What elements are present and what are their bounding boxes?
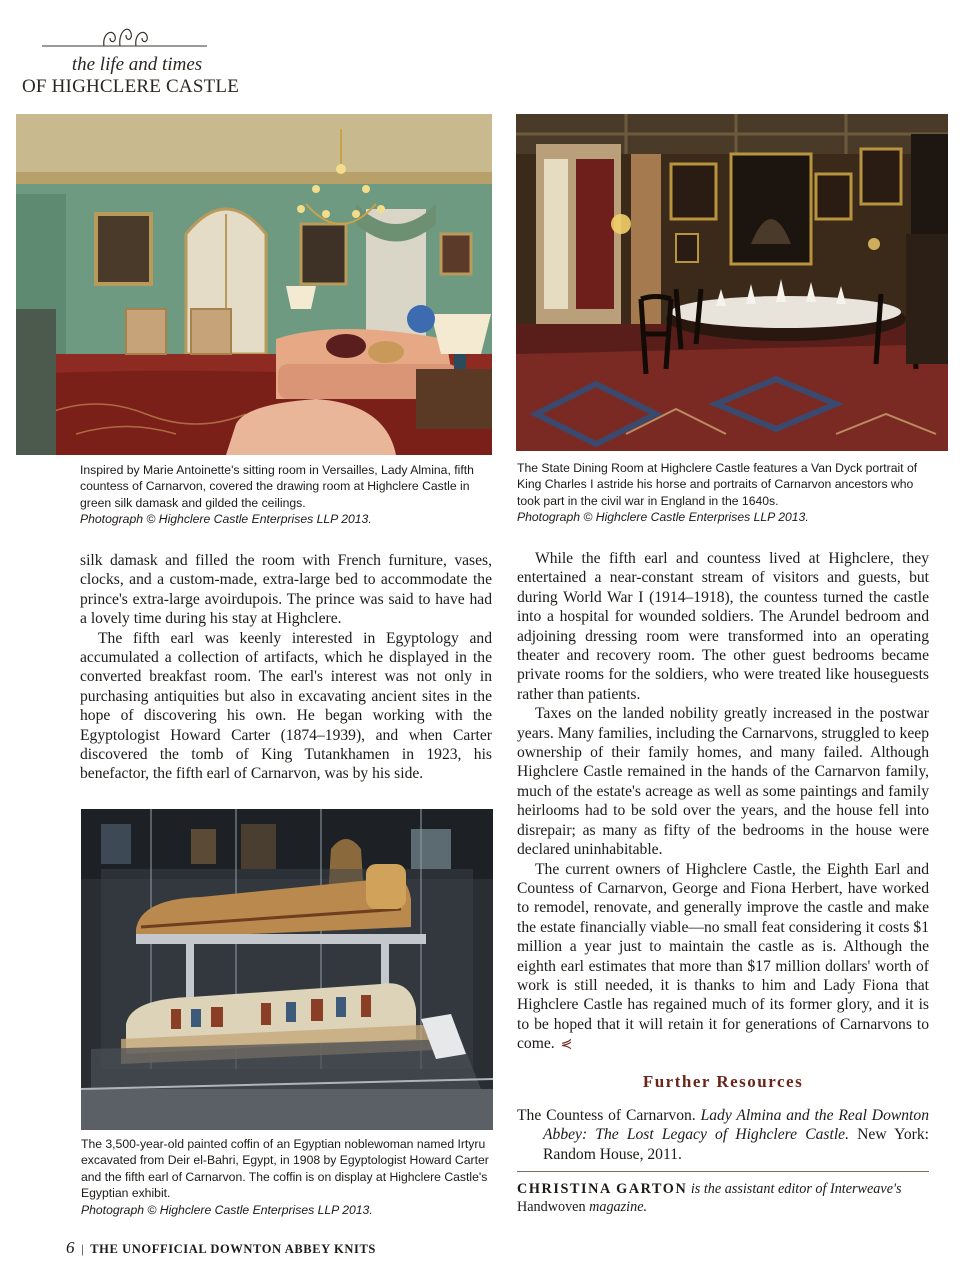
photo-credit: Photograph © Highclere Castle Enterprises LLP 2013. xyxy=(517,510,809,525)
dining-room-photo xyxy=(516,114,948,451)
left-body-column xyxy=(80,551,492,784)
body-paragraph xyxy=(517,860,929,1055)
body-paragraph: Taxes on the landed nobility greatly increased in the postwar years. Many families, including the Carnarvons, struggled to keep ownership of their family homes, and many failed. Although Highclere Castle remained in the hands of the Carnarvon family, much of the estate's acreage as well as some paintings and family heirlooms had to be sold over the years, and the house fell into disrepair; as many as fifty of the bedrooms in the house were declared uninhabitable. xyxy=(517,705,929,859)
page-number: 6 xyxy=(66,1238,76,1257)
author-name: CHRISTINA GARTON xyxy=(517,1181,688,1197)
photo-credit: Photograph © Highclere Castle Enterprises LLP 2013. xyxy=(81,1202,373,1217)
body-paragraph: While the fifth earl and countess lived at Highclere, they entertained a near-constant stream of visitors and guests, but during World War I (1914–1918), the countess turned the castle into a hospital for wounded soldiers. The Arundel bedroom and adjoining dressing room were transformed into an operating theater and recovery room. The other guest bedrooms became private rooms for the soldiers, who were treated like houseguests rather than patients. xyxy=(517,550,929,703)
series-title-line1: the life and times xyxy=(71,54,203,75)
caption-text: The 3,500-year-old painted coffin of an Egyptian noblewoman named Irtyru excavated from Deir el-Bahri, Egypt, in 1908 by Egyptologist Howard Carter and the fifth earl of Carnarvon. The coffin is on display at Highclere Castle's Egyptian exhibit. xyxy=(81,1137,489,1201)
author-bio xyxy=(517,1181,929,1216)
footer-book-title: THE UNOFFICIAL DOWNTON ABBEY KNITS xyxy=(90,1242,376,1256)
right-body-column xyxy=(517,549,929,1055)
drawing-room-caption xyxy=(80,462,492,528)
body-paragraph: The fifth earl was keenly interested in Egyptology and accumulated a collection of artifacts, which he displayed in the converted breakfast room. The earl's interest was not only in purchasing antiquities but also in excavating ancient sites in the hope of discovering his own. He began working with the Egyptologist Howard Carter (1874–1939), and when Carter discovered the tomb of King Tutankhamen in 1923, his benefactor, the fifth earl of Carnarvon, was by his side. xyxy=(80,629,492,783)
egyptian-coffin-caption xyxy=(81,1136,493,1218)
series-title-line2: OF HIGHCLERE CASTLE xyxy=(22,76,240,97)
resource-publisher: New York: Random House, 2011. xyxy=(543,1126,929,1163)
caption-text: Inspired by Marie Antoinette's sitting room in Versailles, Lady Almina, fifth countess of Carnarvon, covered the drawing room at Highclere Castle in green silk damask and gilded the ceilings. xyxy=(80,463,474,510)
dining-room-caption xyxy=(517,460,937,526)
resource-entry xyxy=(517,1106,929,1164)
resource-author: The Countess of Carnarvon. xyxy=(517,1107,696,1124)
body-paragraph: silk damask and filled the room with French furniture, vases, clocks, and a custom-made, extra-large bed to accommodate the prince's extra-large avoirdupois. The prince was said to have had a lovely time during his stay at Highclere. xyxy=(80,552,492,628)
author-bio-text: is the assistant editor of Interweave's xyxy=(690,1181,902,1197)
photo-credit: Photograph © Highclere Castle Enterprises LLP 2013. xyxy=(80,512,372,527)
author-bio-text-end: magazine. xyxy=(589,1198,648,1215)
section-divider xyxy=(517,1171,929,1172)
body-paragraph-text: The current owners of Highclere Castle, the Eighth Earl and Countess of Carnarvon, George and Fiona Herbert, have worked to remodel, renovate, and generally improve the castle and make the estate financially viable—no small feat considering it costs $1 million a year just to maintain the castle as is. Although the eighth earl estimates that more than $17 million dollars' worth of work is still needed, it is thanks to him and Lady Fiona that Highclere Castle has regained much of its former glory, and it is to be hoped that it will retain it for generations of Carnarvons to come. xyxy=(517,860,929,1053)
further-resources-heading: Further Resources xyxy=(642,1072,804,1091)
author-publication: Handwoven xyxy=(517,1198,586,1215)
end-of-article-icon: ⋞ xyxy=(560,1037,573,1053)
egyptian-coffin-photo xyxy=(81,809,493,1130)
resource-title: Lady Almina and the Real Downton Abbey: The Lost Legacy of Highclere Castle. xyxy=(543,1107,929,1144)
footer-separator: | xyxy=(81,1242,85,1256)
flourish-ornament-icon xyxy=(42,18,207,52)
caption-text: The State Dining Room at Highclere Castle features a Van Dyck portrait of King Charles I astride his horse and portraits of Carnarvon ancestors who took part in the civil war in England in the 1640s. xyxy=(517,461,918,508)
drawing-room-photo xyxy=(16,114,492,455)
page-footer xyxy=(66,1238,376,1258)
